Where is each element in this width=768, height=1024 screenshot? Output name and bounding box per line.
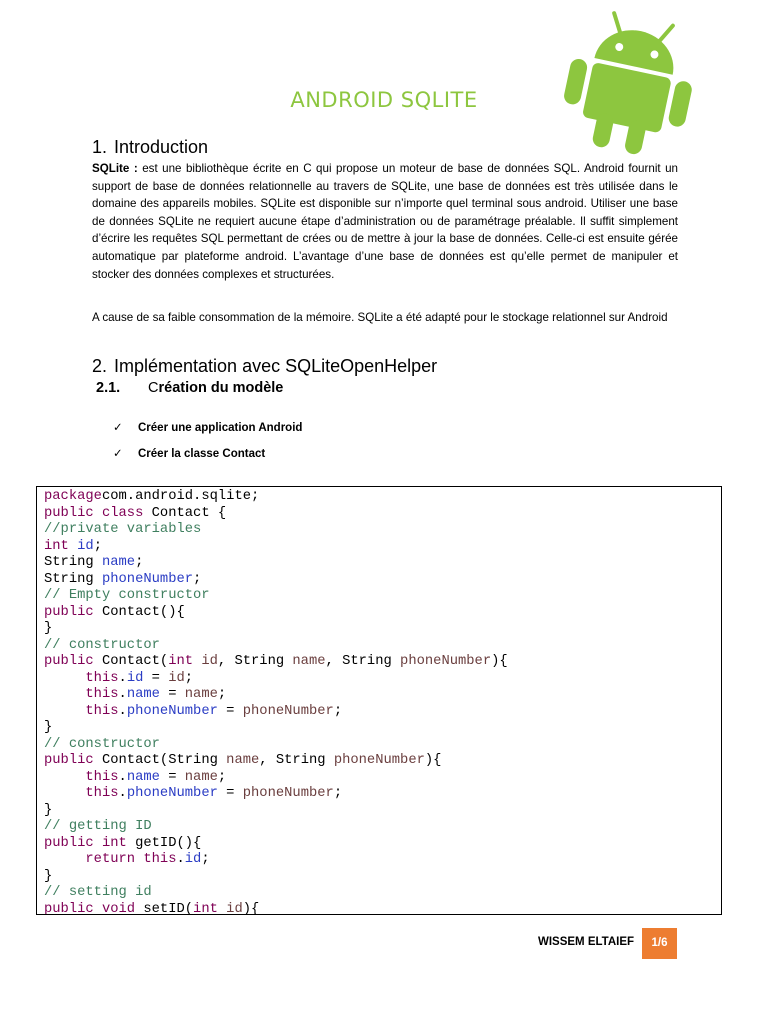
code-token: // constructor bbox=[44, 736, 160, 752]
code-token: phoneNumber bbox=[126, 703, 218, 719]
code-token: ){ bbox=[424, 753, 442, 768]
code-token: public class bbox=[44, 505, 144, 521]
code-token bbox=[44, 671, 85, 686]
code-token: phoneNumber bbox=[242, 703, 334, 719]
checklist-item-label: Créer la classe Contact bbox=[138, 448, 266, 460]
section-number: 2. bbox=[92, 356, 108, 376]
code-token: id bbox=[184, 852, 202, 867]
code-token: public int bbox=[44, 835, 127, 851]
code-listing bbox=[37, 487, 721, 915]
code-token: = bbox=[217, 703, 243, 719]
code-line bbox=[44, 753, 721, 770]
code-token: id bbox=[168, 670, 185, 686]
code-token: this bbox=[85, 703, 119, 719]
code-token: ; bbox=[333, 786, 343, 801]
code-line bbox=[44, 704, 721, 721]
code-token bbox=[44, 786, 85, 801]
code-token: name bbox=[292, 654, 326, 669]
code-line bbox=[44, 621, 721, 638]
code-token: = bbox=[217, 786, 243, 801]
code-token: . bbox=[118, 703, 127, 719]
code-token: } bbox=[44, 868, 53, 884]
code-token: this bbox=[85, 687, 119, 702]
section-title: Implémentation avec SQLiteOpenHelper bbox=[114, 356, 438, 376]
code-token: name bbox=[226, 753, 260, 768]
code-token bbox=[44, 770, 85, 785]
code-line bbox=[44, 852, 721, 869]
footer-author: WISSEM ELTAIEF bbox=[538, 936, 635, 948]
code-token: } bbox=[44, 621, 53, 636]
code-line bbox=[44, 869, 721, 886]
code-token: = bbox=[143, 670, 169, 686]
code-token: id bbox=[201, 654, 218, 669]
code-token: return this bbox=[85, 852, 177, 867]
code-token: getID(){ bbox=[126, 835, 202, 851]
checkmark-icon: ✓ bbox=[113, 422, 123, 434]
checkmark-icon: ✓ bbox=[113, 448, 123, 460]
code-line bbox=[44, 522, 721, 539]
code-token: , String bbox=[259, 753, 334, 768]
code-token: = bbox=[159, 687, 185, 702]
code-token: ; bbox=[217, 769, 227, 785]
code-token: int bbox=[168, 654, 194, 669]
code-token: phoneNumber bbox=[126, 786, 218, 801]
code-token: name bbox=[184, 687, 218, 702]
code-token: , String bbox=[325, 654, 401, 669]
code-line bbox=[44, 720, 721, 737]
code-token: ; bbox=[333, 703, 343, 719]
android-robot-icon bbox=[546, 0, 714, 171]
code-token: ; bbox=[184, 670, 194, 686]
section-title: Introduction bbox=[114, 137, 209, 157]
code-line bbox=[44, 572, 721, 589]
code-line bbox=[44, 786, 721, 803]
code-token: package bbox=[44, 489, 102, 504]
checklist-item bbox=[113, 420, 302, 434]
code-token bbox=[69, 539, 77, 554]
code-token: ; bbox=[217, 687, 227, 702]
intro-term: SQLite : bbox=[92, 162, 138, 175]
code-token: ; bbox=[93, 538, 102, 554]
code-token bbox=[44, 852, 85, 867]
code-token: setID( bbox=[135, 901, 194, 915]
code-line bbox=[44, 671, 721, 688]
code-line bbox=[44, 770, 721, 787]
code-token: //private variables bbox=[44, 522, 202, 537]
code-token: Contact { bbox=[143, 505, 227, 521]
code-token: public bbox=[44, 753, 94, 768]
code-token: public void bbox=[44, 901, 136, 915]
code-line bbox=[44, 506, 721, 523]
code-token: Contact(String bbox=[93, 753, 227, 768]
code-line bbox=[44, 555, 721, 572]
code-token bbox=[218, 902, 226, 916]
memory-paragraph: A cause de sa faible consommation de la mémoire. SQLite a été adapté pour le stockage relationnel sur Android bbox=[92, 311, 668, 324]
code-token: name bbox=[126, 769, 160, 785]
code-token bbox=[44, 687, 85, 702]
code-token bbox=[44, 704, 85, 719]
code-token: ; bbox=[201, 852, 210, 867]
intro-paragraph bbox=[92, 160, 678, 283]
code-token: = bbox=[159, 769, 185, 785]
code-line bbox=[44, 836, 721, 853]
code-token: } bbox=[44, 720, 53, 735]
code-token: ; bbox=[193, 571, 202, 587]
code-line bbox=[44, 687, 721, 704]
code-token: Contact(){ bbox=[93, 604, 185, 620]
page-number-badge: 1/6 bbox=[642, 928, 677, 959]
code-token: phoneNumber bbox=[242, 786, 334, 801]
code-line bbox=[44, 902, 721, 916]
code-token: int bbox=[44, 538, 69, 554]
code-token: phoneNumber bbox=[101, 571, 194, 587]
checklist-item bbox=[113, 446, 265, 460]
code-token: public bbox=[44, 604, 94, 620]
code-token: id bbox=[226, 901, 243, 915]
code-token: . bbox=[176, 852, 185, 867]
code-token: phoneNumber bbox=[400, 654, 492, 669]
page-title: ANDROID SQLITE bbox=[290, 88, 478, 112]
code-token: name bbox=[126, 687, 160, 702]
code-line bbox=[44, 489, 721, 506]
code-token: . bbox=[118, 786, 127, 801]
code-token: this bbox=[85, 670, 119, 686]
code-token: . bbox=[118, 687, 127, 702]
code-token: id bbox=[77, 538, 94, 554]
code-line bbox=[44, 539, 721, 556]
code-token: . bbox=[118, 670, 127, 686]
code-token: this bbox=[85, 769, 119, 785]
subsection-number: 2.1. bbox=[96, 380, 121, 396]
code-token: // constructor bbox=[44, 637, 160, 653]
code-token: name bbox=[184, 769, 218, 785]
code-token: String bbox=[44, 571, 102, 587]
code-token: int bbox=[193, 901, 218, 915]
code-block bbox=[36, 486, 722, 915]
code-token: // Empty constructor bbox=[44, 588, 210, 603]
code-line bbox=[44, 885, 721, 902]
code-line bbox=[44, 605, 721, 622]
code-token: // getting ID bbox=[44, 819, 152, 834]
code-token: Contact( bbox=[93, 654, 169, 669]
code-line bbox=[44, 803, 721, 820]
code-token: public bbox=[44, 654, 94, 669]
code-token: ; bbox=[135, 555, 144, 570]
code-line bbox=[44, 638, 721, 655]
code-token: ){ bbox=[242, 901, 260, 915]
code-token: // setting id bbox=[44, 885, 152, 900]
code-token: . bbox=[118, 769, 127, 785]
code-token: name bbox=[101, 555, 136, 570]
section-number: 1. bbox=[92, 137, 108, 157]
intro-text: est une bibliothèque écrite en C qui propose un moteur de base de données SQL. Android fournit un support de base de données relationnelle au travers de SQLite, une base de données est très utilisée dans le domaine des appareils mobiles. SQLite est disponible sur n’importe quel terminal sous android. Utiliser une base de données SQLite ne requiert aucune étape d’administration ou de paramétrage préalable. Il suffit simplement d’écrire les requêtes SQL permettant de crées ou de mettre à jour la base de données. Celle-ci est ensuite gérée automatique par plateforme android. L’avantage d’une base de données est qu’elle permet de manipuler et stocker des données complexes et structurées. bbox=[92, 162, 678, 281]
code-token: } bbox=[44, 802, 53, 818]
checklist-item-label: Créer une application Android bbox=[138, 422, 303, 434]
code-line bbox=[44, 654, 721, 671]
code-token: , String bbox=[217, 654, 293, 669]
section-heading-introduction bbox=[92, 137, 208, 158]
section-heading-implementation bbox=[92, 356, 437, 377]
code-line bbox=[44, 737, 721, 754]
code-token: String bbox=[44, 555, 102, 570]
code-line bbox=[44, 819, 721, 836]
subsection-title: réation du modèle bbox=[158, 380, 284, 396]
code-token: ){ bbox=[491, 654, 508, 669]
code-token: phoneNumber bbox=[333, 753, 425, 768]
subsection-heading bbox=[96, 380, 283, 396]
subsection-first-letter: C bbox=[148, 380, 159, 396]
code-token: this bbox=[85, 786, 119, 801]
code-token: com.android.sqlite; bbox=[101, 489, 260, 504]
code-line bbox=[44, 588, 721, 605]
code-token: id bbox=[126, 670, 144, 686]
